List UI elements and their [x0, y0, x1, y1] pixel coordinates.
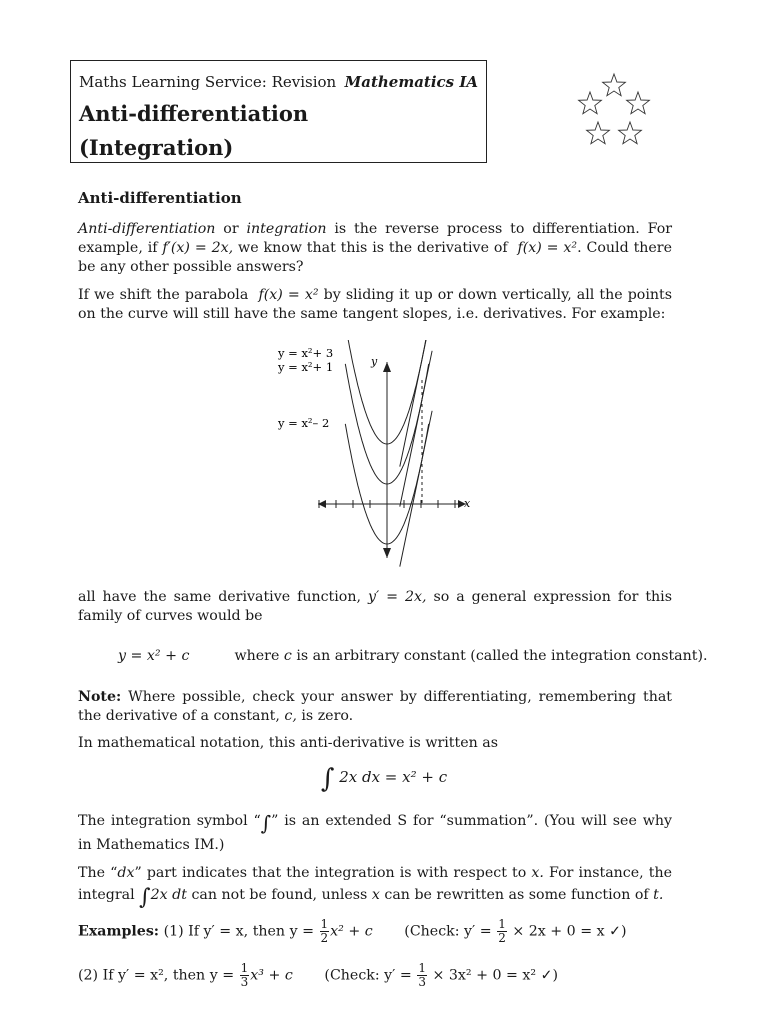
- general-desc-post: is an arbitrary constant (called the integration constant).: [296, 648, 708, 664]
- deriv-text-pre: all have the same derivative function,: [78, 589, 361, 605]
- parabola-family-graph: [270, 340, 480, 570]
- y-axis-arrow-icon: [383, 362, 391, 372]
- tangent-line: [400, 340, 432, 467]
- integral-symbol: ∫: [320, 764, 335, 794]
- example1-check-pre: (Check: y′ =: [404, 923, 492, 940]
- dx-term: dx: [117, 865, 135, 881]
- example2-after: x³ + c: [250, 967, 293, 984]
- star-shape: [587, 122, 610, 144]
- term-antidiff: Anti-differentiation: [78, 221, 216, 237]
- dx-x2: x: [371, 887, 380, 903]
- dx-t: t.: [653, 887, 664, 903]
- example1-after: x² + c: [330, 923, 373, 940]
- symbol-paragraph: [78, 810, 672, 856]
- fx-expr: f(x) = x²: [517, 240, 578, 256]
- example1-check-post: × 2x + 0 = x ✓): [512, 923, 627, 940]
- header-box: [70, 60, 487, 163]
- integral-body: 2x dx = x² + c: [339, 768, 448, 786]
- deriv-text-post: so a general expression for this family of curves would be: [78, 589, 673, 624]
- title-line-1: Anti-differentiation: [79, 101, 309, 126]
- x-axis-label: x: [464, 497, 471, 510]
- word-or: or: [223, 221, 239, 237]
- note-paragraph: [78, 688, 672, 726]
- general-equation: y = x² + c: [118, 648, 190, 664]
- note-c: c,: [284, 708, 297, 724]
- note-text-post: is zero.: [301, 708, 354, 724]
- label-x2-minus-2: y = x²– 2: [278, 416, 330, 430]
- intro-text-1: is the reverse process to differentiation. For example, if: [78, 221, 673, 256]
- example1-fraction: $\frac{1}{2}$: [320, 917, 329, 945]
- dx-integral: 2x dt: [150, 887, 187, 903]
- star-shape: [579, 92, 602, 114]
- stars-logo-icon: [574, 72, 654, 152]
- dx-text-mid2: For instance, the integral: [78, 865, 673, 903]
- dx-text-mid1: ” part indicates that the integration is with respect to: [134, 865, 527, 881]
- notation-line: In mathematical notation, this anti-derivative is written as: [78, 735, 498, 751]
- symbol-text-pre: The integration symbol “: [78, 813, 261, 829]
- yprime-expr: y′ = 2x,: [367, 589, 427, 605]
- label-x2-plus-3: y = x²+ 3: [278, 346, 334, 360]
- example1-check-fraction: $\frac{1}{2}$: [498, 917, 506, 945]
- integral-equation: [0, 764, 768, 794]
- example2-check-fraction: $\frac{1}{3}$: [418, 961, 426, 989]
- page-title: [79, 97, 308, 165]
- course-label: Mathematics IA: [344, 73, 478, 91]
- dx-x: x.: [531, 865, 544, 881]
- derivative-paragraph: [78, 588, 672, 626]
- shift-paragraph: [78, 286, 672, 324]
- example2-text: (2) If y′ = x², then y =: [78, 967, 235, 984]
- label-x2-plus-1: y = x²+ 1: [278, 360, 334, 374]
- term-integration: integration: [246, 221, 327, 237]
- example1-text: (1) If y′ = x, then y =: [163, 923, 314, 940]
- example2-check-pre: (Check: y′ =: [324, 967, 412, 984]
- tangent-line: [400, 351, 432, 507]
- tangent-lines: [400, 340, 432, 567]
- shift-text-post: by sliding it up or down vertically, all the points on the curve will still have the same tangent slopes, i.e. derivatives. For example:: [78, 287, 673, 322]
- intro-paragraph: [78, 220, 672, 277]
- symbol-text-post: ” is an extended S for “summation”. (You will see why in Mathematics IM.): [78, 813, 672, 853]
- dx-text-mid3: can not be found, unless: [191, 887, 368, 903]
- intro-text-2: we know that this is the derivative of: [238, 240, 508, 256]
- y-axis-label: y: [371, 355, 378, 368]
- star-shape: [619, 122, 642, 144]
- dx-text-pre: The “: [78, 865, 118, 881]
- y-axis-down-arrow-icon: [383, 548, 391, 558]
- title-line-2: (Integration): [79, 135, 234, 160]
- shift-text-pre: If we shift the parabola: [78, 287, 249, 303]
- examples-label: Examples:: [78, 923, 160, 940]
- example-1: [78, 918, 627, 945]
- section-heading: Anti-differentiation: [78, 189, 242, 207]
- fprime-expr: f′(x) = 2x,: [162, 240, 234, 256]
- star-shape: [627, 92, 650, 114]
- note-label: Note:: [78, 689, 122, 705]
- shift-fx: f(x) = x²: [258, 287, 319, 303]
- example2-fraction: $\frac{1}{3}$: [240, 961, 249, 989]
- note-text-pre: Where possible, check your answer by differentiating, remembering that the derivative of a constant,: [78, 689, 672, 724]
- example2-check-post: × 3x² + 0 = x² ✓): [432, 967, 559, 984]
- dx-paragraph: [78, 862, 672, 909]
- service-label: Maths Learning Service: Revision: [79, 73, 337, 91]
- example-2: [78, 962, 558, 989]
- star-shape: [603, 74, 626, 96]
- general-solution-line: [118, 648, 708, 664]
- tangent-line: [400, 411, 432, 567]
- symbol-integral: ∫: [260, 811, 272, 835]
- dx-integral-symbol: ∫: [139, 885, 151, 910]
- intro-text-3: . Could there be any other possible answers?: [78, 240, 672, 275]
- dx-text-post: can be rewritten as some function of: [384, 887, 649, 903]
- general-desc-pre: where: [234, 648, 280, 664]
- general-c: c: [283, 648, 292, 664]
